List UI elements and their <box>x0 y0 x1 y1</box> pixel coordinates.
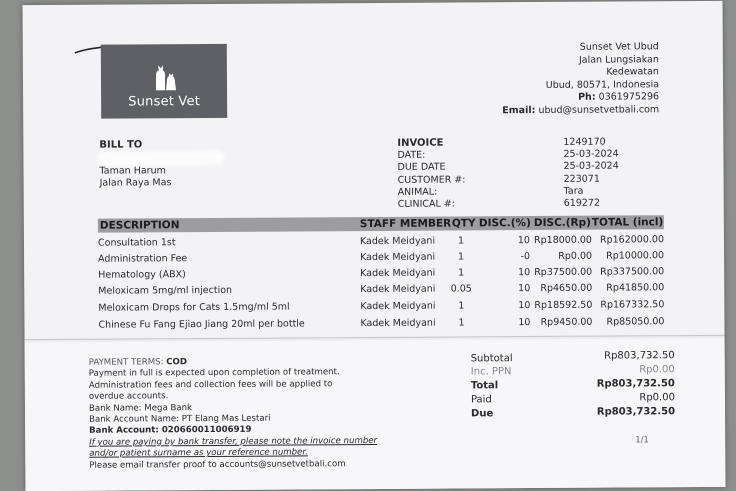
row-qty: 0.05 <box>450 283 472 295</box>
invoice-values <box>563 137 619 211</box>
invoice-date: 25-03-2024 <box>563 148 619 161</box>
row-disc-rp: Rp18000.00 <box>533 234 593 247</box>
row-description: Administration Fee <box>98 253 188 265</box>
clinic-address-line1: Jalan Lungsiakan <box>578 53 659 66</box>
clinic-phone <box>502 92 659 106</box>
due-value: Rp803,732.50 <box>596 406 676 418</box>
row-total: Rp85050.00 <box>606 316 665 328</box>
row-total: Rp10000.00 <box>606 250 665 262</box>
row-disc-pct: 10 <box>518 317 531 329</box>
invoice-number: 1249170 <box>563 136 606 148</box>
terms-line1: Payment in full is expected upon completion of treatment. <box>88 367 340 380</box>
row-qty: 1 <box>458 317 465 329</box>
cat-and-dog-silhouette-icon <box>151 62 179 92</box>
row-disc-pct: 10 <box>518 300 531 312</box>
clinic-address-line3: Ubud, 80571, Indonesia <box>545 79 660 91</box>
invoice-labels <box>397 137 465 211</box>
email-value: ubud@sunsetvetbali.com <box>538 104 660 116</box>
row-disc-rp: Rp0.00 <box>558 250 593 262</box>
subtotal-value: Rp803,732.50 <box>604 350 675 362</box>
phone-value: 0361975296 <box>598 91 660 103</box>
row-disc-rp: Rp37500.00 <box>534 266 593 279</box>
clinical-label: CLINICAL #: <box>397 198 456 210</box>
animal-label: ANIMAL: <box>397 186 438 198</box>
row-description: Hematology (ABX) <box>98 269 186 281</box>
header-total: TOTAL (incl) <box>591 216 664 229</box>
bill-to-heading: BILL TO <box>99 139 143 151</box>
row-description: Meloxicam Drops for Cats 1.5mg/ml 5ml <box>98 301 290 314</box>
row-qty: 1 <box>458 267 465 279</box>
email-label: Email: <box>502 104 536 117</box>
transfer-note-line1: If you are paying by bank transfer, please note the invoice number <box>89 435 378 448</box>
payment-terms-block <box>89 356 390 472</box>
paid-label: Paid <box>470 394 492 406</box>
row-disc-rp: Rp9450.00 <box>540 316 593 328</box>
row-staff: Kadek Meidyani <box>359 235 436 248</box>
clinical-number: 619272 <box>563 197 601 209</box>
terms-line2: Administration fees and collection fees will be applied to <box>88 379 333 391</box>
subtotal-label: Subtotal <box>470 353 513 365</box>
row-disc-rp: Rp4650.00 <box>540 282 593 294</box>
header-description: DESCRIPTION <box>99 219 180 232</box>
invoice-heading: INVOICE <box>397 137 444 149</box>
bill-to-address-line2: Jalan Raya Mas <box>99 177 172 189</box>
row-total: Rp162000.00 <box>599 234 665 246</box>
row-disc-pct: 10 <box>518 283 531 295</box>
clinic-address-line2: Kedewatan <box>606 66 659 78</box>
table-row <box>24 316 724 337</box>
row-description: Chinese Fu Fang Ejiao Jiang 20ml per bottle <box>98 318 305 331</box>
payment-terms-value: COD <box>166 357 187 368</box>
clinic-logo <box>101 44 227 119</box>
total-label: Total <box>470 380 499 392</box>
invoice-paper <box>23 1 726 491</box>
row-total: Rp41850.00 <box>606 282 665 294</box>
phone-label: Ph: <box>578 92 596 104</box>
row-qty: 1 <box>457 235 465 247</box>
row-staff: Kadek Meidyani <box>360 317 436 330</box>
invoice-due-date: 25-03-2024 <box>563 160 619 173</box>
ppn-label: Inc. PPN <box>470 366 512 378</box>
header-disc-pct: DISC.(%) <box>478 217 531 230</box>
due-date-label: DUE DATE <box>397 161 446 174</box>
clinic-email <box>502 104 659 118</box>
clinic-address <box>502 41 659 118</box>
ppn-value: Rp0.00 <box>639 364 675 376</box>
header-staff-member: STAFF MEMBER <box>359 217 452 231</box>
row-staff: Kadek Meidyani <box>360 283 436 296</box>
row-total: Rp167332.50 <box>600 299 665 311</box>
row-disc-pct: -0 <box>520 251 531 263</box>
logo-text: Sunset Vet <box>128 94 201 110</box>
row-description: Meloxicam 5mg/ml injection <box>98 284 233 297</box>
transfer-note-line2: and/or patient surname as your reference number. <box>89 447 308 459</box>
header-qty: QTY <box>451 217 476 230</box>
date-label: DATE: <box>397 149 426 162</box>
row-qty: 1 <box>458 300 465 312</box>
terms-line3: overdue accounts. <box>88 391 169 402</box>
bank-account: Bank Account: 020660011006919 <box>89 425 252 437</box>
email-transfer-note: Please email transfer proof to accounts@sunsetvetbali.com <box>89 458 346 471</box>
row-staff: Kadek Meidyani <box>360 267 436 280</box>
row-disc-pct: 10 <box>518 267 531 279</box>
payment-terms-label: PAYMENT TERMS: <box>88 357 164 368</box>
due-label: Due <box>470 408 494 420</box>
row-qty: 1 <box>458 251 465 263</box>
row-disc-pct: 10 <box>517 235 531 247</box>
customer-number: 223071 <box>563 173 600 185</box>
row-staff: Kadek Meidyani <box>360 251 436 264</box>
paid-value: Rp0.00 <box>639 392 675 404</box>
bank-name: Bank Name: Mega Bank <box>88 402 193 414</box>
total-value: Rp803,732.50 <box>596 378 675 390</box>
animal-name: Tara <box>563 185 584 197</box>
bank-account-name: Bank Account Name: PT Elang Mas Lestari <box>89 413 271 425</box>
customer-label: CUSTOMER #: <box>397 174 466 186</box>
header-disc-rp: DISC.(Rp) <box>533 216 591 230</box>
row-description: Consultation 1st <box>97 237 176 249</box>
row-staff: Kadek Meidyani <box>360 300 436 313</box>
bill-to-address-line1: Taman Harum <box>99 165 166 177</box>
redaction-blur <box>97 151 223 166</box>
clinic-name: Sunset Vet Ubud <box>579 41 659 53</box>
row-total: Rp337500.00 <box>600 266 665 278</box>
row-disc-rp: Rp18592.50 <box>534 299 593 312</box>
page-number: 1/1 <box>635 435 649 446</box>
